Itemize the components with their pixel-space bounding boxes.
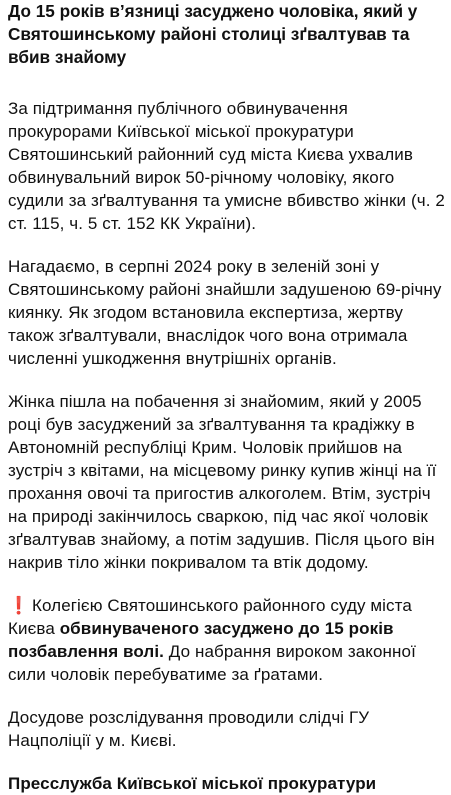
post-title: До 15 років в’язниці засуджено чоловіка, який у Святошинському районі столиці зґвалтував та вбив знайому [8,1,418,67]
sentence-lead-text: Колегією Святошинського районного суду міста Києва [8,596,412,638]
paragraph-investigation: Досудове розслідування проводили слідчі ГУ Нацполіції у м. Києві. [8,708,370,750]
spacer [8,752,445,772]
post-signature: Пресслужба Київської міської прокуратури [8,774,377,793]
paragraph-reminder: Нагадаємо, в серпні 2024 року в зеленій зоні у Святошинському районі знайшли задушеною 69-річну киянку. Як згодом встановила експертиза, жертву також зґвалтували, внаслідок чого вона отримала численні ушкодження внутрішніх органів. [8,257,442,368]
spacer [8,686,445,706]
spacer [8,370,445,390]
paragraph-circumstances: Жінка пішла на побачення зі знайомим, який у 2005 році був засуджений за зґвалтування та крадіжку в Автономній республіці Крим. Чоловік прийшов на зустріч з квітами, на місцевому ринку купив жінці на її прохання овочі та пригостив алкоголем. Втім, зустріч на природі закінчилось сваркою, під час якої чоловік зґвалтував знайому, а потім задушив. Після цього він накрив тіло жінки покривалом та втік додому. [8,392,437,572]
spacer [8,574,445,594]
exclamation-icon: ❗ [8,596,30,615]
paragraph-verdict: За підтримання публічного обвинувачення прокурорами Київської міської прокуратури Святошинський районний суд міста Києва ухвалив обвинувальний вирок 50-річному чоловіку, якого судили за зґвалтування та умисне вбивство жінки (ч. 2 ст. 115, ч. 5 ст. 152 КК України). [8,99,445,233]
spacer [8,69,445,97]
sentence-tail-text: До набрання вироком законної сили чоловік перебуватиме за ґратами. [8,642,416,684]
spacer [8,235,445,255]
sentence-bold-text: обвинуваченого засуджено до 15 років позбавлення волі. [8,619,394,661]
paragraph-sentence [8,594,445,686]
